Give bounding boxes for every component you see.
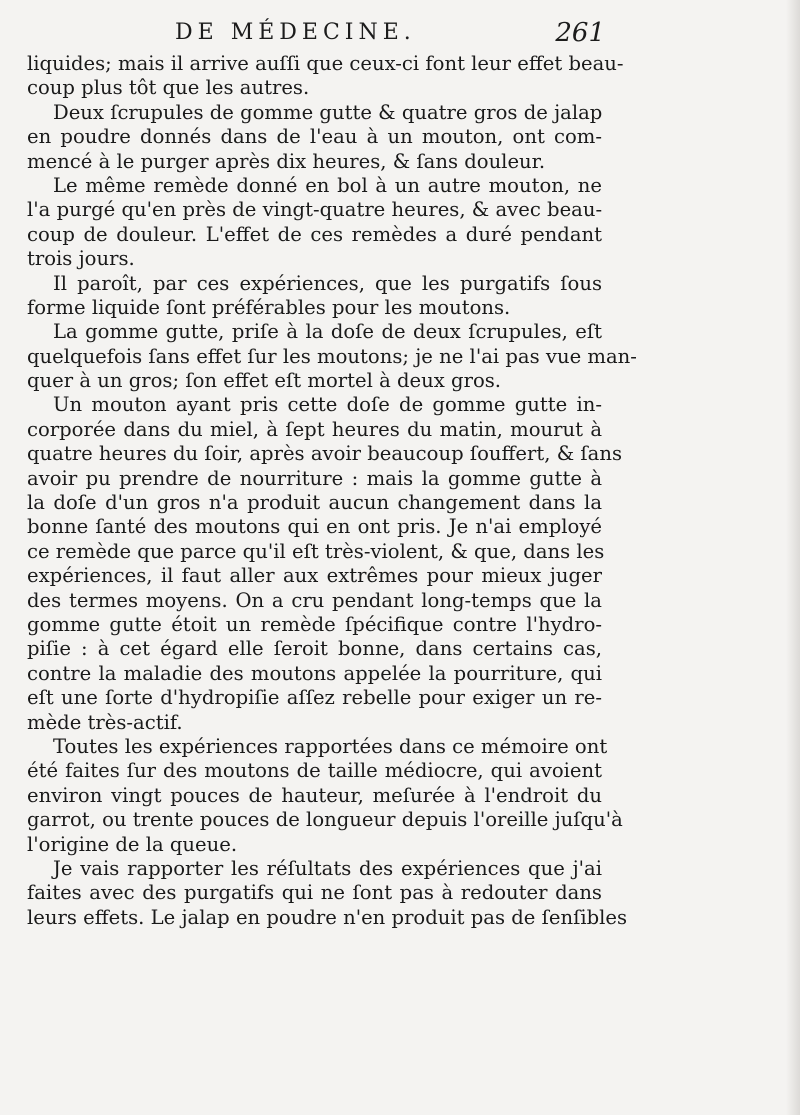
body-text xyxy=(27,52,637,930)
text-line: Il paroît, par ces expériences, que les purgatifs ſous xyxy=(53,271,602,295)
paragraph xyxy=(27,320,637,393)
text-line: quelquefois ſans effet ſur les moutons; je ne l'ai pas vue man- xyxy=(27,344,637,368)
text-line: coup plus tôt que les autres. xyxy=(27,76,310,100)
text-line: piſie : à cet égard elle ſeroit bonne, dans certains cas, xyxy=(27,637,602,661)
text-line: garrot, ou trente pouces de longueur depuis l'oreille juſqu'à xyxy=(27,808,623,832)
text-line: La gomme gutte, priſe à la doſe de deux ſcrupules, eſt xyxy=(53,320,602,344)
text-line: avoir pu prendre de nourriture : mais la gomme gutte à xyxy=(27,466,602,490)
text-line: bonne ſanté des moutons qui en ont pris. Je n'ai employé xyxy=(27,515,602,539)
paragraph xyxy=(27,272,602,321)
text-line: forme liquide ſont préférables pour les moutons. xyxy=(27,295,511,319)
text-line: gomme gutte étoit un remède ſpécifique contre l'hydro- xyxy=(27,612,602,636)
paragraph xyxy=(27,174,602,272)
text-line: liquides; mais il arrive auſſi que ceux-ci font leur effet beau- xyxy=(27,52,624,75)
text-line: l'a purgé qu'en près de vingt-quatre heures, & avec beau- xyxy=(27,198,603,222)
text-line: Un mouton ayant pris cette doſe de gomme gutte in- xyxy=(53,393,602,417)
paragraph xyxy=(27,393,622,734)
text-line: contre la maladie des moutons appelée la pourriture, qui xyxy=(27,661,602,685)
text-line: mède très-actif. xyxy=(27,710,183,734)
paragraph xyxy=(27,101,602,174)
text-line: Le même remède donné en bol à un autre mouton, ne xyxy=(53,173,602,197)
text-line: l'origine de la queue. xyxy=(27,832,238,856)
text-line: coup de douleur. L'effet de ces remèdes a duré pendant xyxy=(27,222,602,246)
text-line: eſt une ſorte d'hydropiſie aſſez rebelle pour exiger un re- xyxy=(27,686,602,710)
text-line: Deux ſcrupules de gomme gutte & quatre gros de jalap xyxy=(53,100,603,124)
paragraph xyxy=(27,52,624,101)
text-line: la doſe d'un gros n'a produit aucun changement dans la xyxy=(27,491,602,515)
text-line: trois jours. xyxy=(27,247,135,271)
text-line: leurs effets. Le jalap en poudre n'en produit pas de ſenſibles xyxy=(27,905,628,929)
text-line: quatre heures du ſoir, après avoir beaucoup ſouffert, & ſans xyxy=(27,442,622,466)
paragraph xyxy=(27,856,628,930)
running-head xyxy=(175,20,605,52)
text-line: été faites ſur des moutons de taille médiocre, qui avoient xyxy=(27,759,602,783)
text-line: expériences, il faut aller aux extrêmes pour mieux juger xyxy=(27,564,602,588)
text-line: ce remède que parce qu'il eſt très-violent, & que, dans les xyxy=(27,539,605,563)
text-line: quer à un gros; ſon effet eſt mortel à deux gros. xyxy=(27,369,502,393)
text-line: corporée dans du miel, à ſept heures du matin, mourut à xyxy=(27,417,602,441)
text-line: Toutes les expériences rapportées dans ce mémoire ont xyxy=(53,734,608,758)
text-line: faites avec des purgatifs qui ne ſont pas à redouter dans xyxy=(27,881,602,905)
text-line: Je vais rapporter les réſultats des expériences que j'ai xyxy=(53,856,602,880)
text-line: mencé à le purger après dix heures, & ſans douleur. xyxy=(27,149,546,173)
page-number: 261 xyxy=(555,18,605,48)
paragraph xyxy=(27,734,623,857)
page-edge-shadow xyxy=(786,0,800,1115)
text-line: des termes moyens. On a cru pendant long-temps que la xyxy=(27,588,602,612)
running-title: DE MÉDECINE. xyxy=(175,20,416,45)
text-line: en poudre donnés dans de l'eau à un mouton, ont com- xyxy=(27,125,602,149)
text-line: environ vingt pouces de hauteur, meſurée à l'endroit du xyxy=(27,783,602,807)
